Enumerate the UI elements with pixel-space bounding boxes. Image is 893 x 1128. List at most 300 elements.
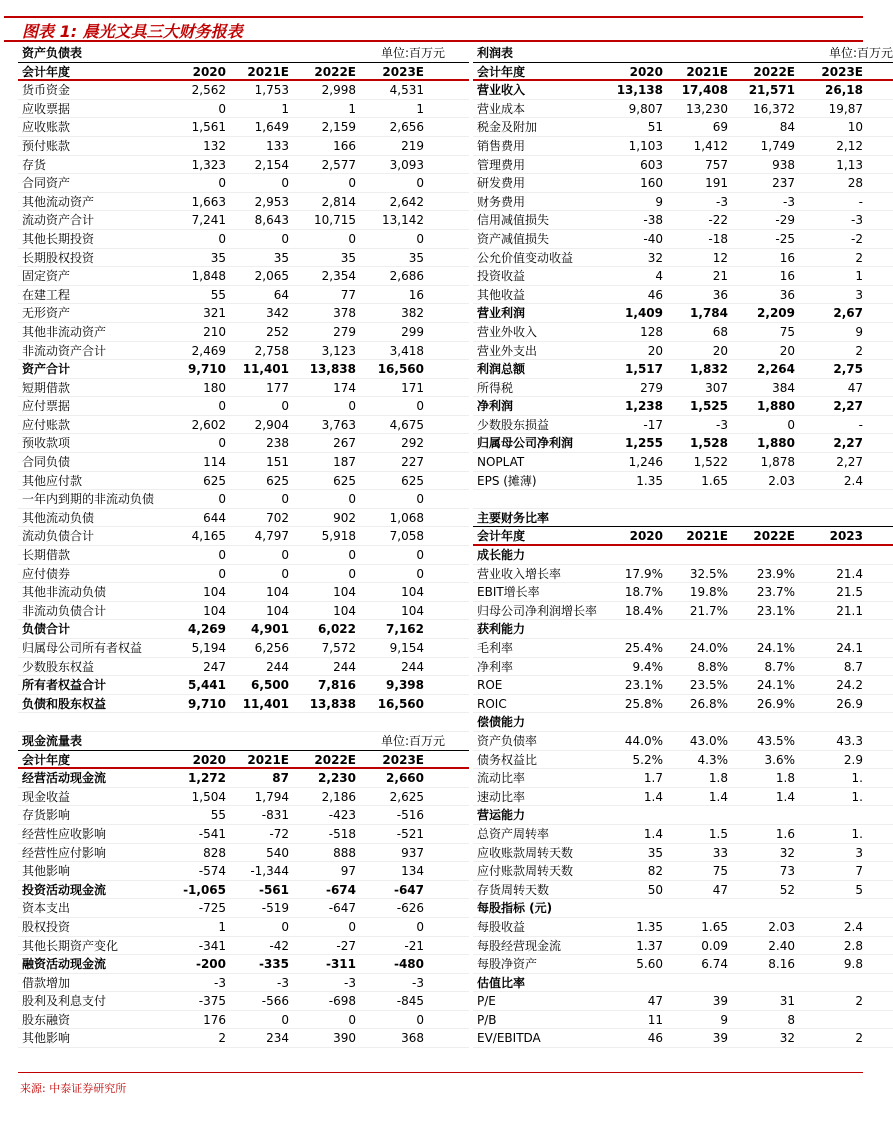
row-label: 营业成本 [477, 101, 526, 116]
cell-value: 244 [333, 659, 356, 674]
cell-value: 2.9 [843, 752, 863, 767]
cell-value: -831 [261, 808, 289, 823]
cell-value: 244 [266, 659, 289, 674]
cell-value: -516 [396, 808, 424, 823]
cell-value: 23.5% [689, 678, 728, 693]
cell-value: 24.0% [689, 641, 728, 655]
cell-value: 0 [218, 399, 226, 414]
table-row [473, 862, 893, 881]
table-row [473, 713, 893, 732]
cell-value: 267 [333, 436, 356, 451]
row-label: 非流动负债合计 [22, 603, 107, 618]
cell-value: -518 [328, 826, 356, 841]
cell-value: 0 [348, 566, 356, 581]
cell-value: 2,642 [389, 194, 424, 209]
cell-value: 2,12 [836, 138, 863, 153]
cell-value: 2 [855, 1031, 863, 1046]
cell-value: 9 [720, 1012, 728, 1027]
header-row [18, 63, 469, 82]
row-label: 其他流动资产 [22, 194, 95, 209]
left-panel [18, 44, 469, 1072]
cell-value: 43.0% [689, 733, 728, 748]
table-row [18, 137, 469, 156]
row-label: 成长能力 [477, 548, 526, 563]
row-label: 流动资产合计 [22, 213, 95, 228]
table-row [18, 602, 469, 621]
cell-value: 8.8% [697, 659, 728, 674]
row-label: EV/EBITDA [477, 1031, 541, 1046]
cell-value: 3,123 [321, 343, 356, 358]
cell-value: 2,065 [254, 269, 289, 284]
row-label: 其他长期资产变化 [22, 938, 119, 953]
cell-value: 1,663 [191, 194, 226, 209]
cell-value: 702 [266, 510, 289, 525]
table-row [473, 81, 893, 100]
row-label: ROIC [477, 696, 507, 711]
row-label: 资本支出 [22, 901, 71, 916]
cell-value: 2.4 [843, 919, 863, 934]
row-label: 利润表 [477, 46, 514, 60]
table-row [473, 732, 893, 751]
cell-value: 13,138 [616, 83, 663, 98]
cell-value: 937 [401, 845, 424, 860]
table-row [18, 546, 469, 565]
cell-value: 9,398 [386, 678, 424, 693]
header-row [18, 751, 469, 770]
table-row [473, 100, 893, 119]
row-label: 应收票据 [22, 101, 71, 116]
row-label: 净利润 [477, 399, 514, 414]
cell-value: 2,562 [191, 83, 226, 98]
cell-value: 1.4 [775, 789, 795, 804]
cell-value: 1,528 [690, 436, 728, 451]
table-row [473, 286, 893, 305]
cell-value: 2,154 [254, 157, 289, 172]
cell-value: 0 [281, 399, 289, 414]
cell-value: 1.8 [708, 771, 728, 786]
row-label: 固定资产 [22, 269, 71, 284]
row-label: 应付票据 [22, 399, 71, 414]
cell-value: 25.4% [624, 641, 663, 655]
table-row [473, 156, 893, 175]
cell-value: 219 [401, 138, 424, 153]
table-row [473, 472, 893, 491]
cell-value: -561 [258, 882, 289, 897]
cell-value: -18 [708, 231, 728, 246]
cell-value: 4,901 [251, 622, 289, 637]
cell-value: 24.1% [756, 678, 795, 693]
cell-value: 0 [416, 176, 424, 191]
cell-value: 9 [655, 194, 663, 209]
cell-value: 11,401 [242, 362, 289, 377]
cell-value: 1 [855, 269, 863, 284]
cell-value: 1.37 [636, 938, 663, 953]
cell-value: 68 [712, 324, 728, 339]
cell-value: - [858, 194, 863, 209]
row-label: 其他应付款 [22, 473, 83, 488]
cell-value: 160 [640, 176, 663, 191]
cell-value: 2,27 [833, 399, 863, 414]
table-row [473, 992, 893, 1011]
cell-value: 279 [333, 324, 356, 339]
cell-value: -725 [198, 901, 226, 916]
table-row [18, 397, 469, 416]
cell-value: 2020 [629, 529, 663, 544]
cell-value: 6,022 [318, 622, 356, 637]
row-label: 其他长期投资 [22, 231, 95, 246]
cell-value: 6.74 [701, 957, 728, 972]
cell-value: -341 [198, 938, 226, 953]
cell-value: 2 [218, 1031, 226, 1046]
cell-value: 104 [203, 585, 226, 600]
cell-value: 0 [348, 176, 356, 191]
cell-value: 2021E [686, 64, 728, 79]
table-title-row [473, 509, 893, 528]
unit-label: 单位:百万元 [828, 46, 893, 60]
cell-value: 2020 [629, 64, 663, 79]
cell-value: 0 [218, 436, 226, 451]
cell-value: 21.5 [836, 585, 863, 600]
cell-value: 7,816 [318, 678, 356, 693]
row-label: 偿债能力 [477, 715, 526, 730]
cell-value: 26.9% [756, 696, 795, 711]
cell-value: 1,649 [254, 120, 289, 135]
cell-value: 0 [787, 417, 795, 432]
cell-value: - [858, 417, 863, 432]
table-row [18, 955, 469, 974]
cell-value: 1,409 [625, 306, 663, 321]
row-label: 长期借款 [22, 548, 71, 563]
cell-value: 625 [401, 473, 424, 488]
cell-value: 2,625 [389, 789, 424, 804]
row-label: 会计年度 [22, 752, 71, 767]
table-row [18, 620, 469, 639]
cell-value: 21.4 [836, 566, 863, 581]
cell-value: 307 [705, 380, 728, 395]
cell-value: 4,531 [389, 83, 424, 98]
cell-value: 1,753 [254, 83, 289, 98]
cell-value: 625 [203, 473, 226, 488]
table-row [18, 583, 469, 602]
cell-value: 2021E [686, 529, 728, 544]
cell-value: 1.65 [701, 473, 728, 488]
cell-value: 97 [340, 864, 356, 879]
cell-value: 1,522 [693, 455, 728, 470]
cell-value: 44.0% [624, 733, 663, 748]
table-row [473, 788, 893, 807]
table-row [18, 937, 469, 956]
cell-value: 938 [772, 157, 795, 172]
row-label: 借款增加 [22, 975, 71, 990]
cell-value: 828 [203, 845, 226, 860]
row-label: 存货影响 [22, 808, 71, 823]
cell-value: 2,27 [833, 436, 863, 451]
spacer-row [473, 490, 893, 509]
cell-value: 603 [640, 157, 663, 172]
row-label: 存货 [22, 157, 47, 172]
table-row [473, 565, 893, 584]
cell-value: 47 [647, 994, 663, 1009]
table-row [473, 342, 893, 361]
cell-value: 7,572 [321, 641, 356, 655]
cell-value: 0 [218, 101, 226, 116]
table-row [473, 174, 893, 193]
cell-value: -674 [325, 882, 356, 897]
cell-value: 1,784 [690, 306, 728, 321]
cell-value: 2,998 [321, 83, 356, 98]
cell-value: 36 [712, 287, 728, 302]
cell-value: 644 [203, 510, 226, 525]
row-label: 营业利润 [477, 306, 526, 321]
cell-value: 292 [401, 436, 424, 451]
cell-value: 0 [348, 231, 356, 246]
cell-value: -3 [214, 975, 226, 990]
table-row [18, 899, 469, 918]
cell-value: 20 [647, 343, 663, 358]
cell-value: 2.8 [843, 938, 863, 953]
cell-value: 0 [281, 176, 289, 191]
row-label: 短期借款 [22, 380, 71, 395]
cell-value: 540 [266, 845, 289, 860]
cell-value: 18.4% [624, 603, 663, 618]
row-label: 其他收益 [477, 287, 526, 302]
table-row [18, 1011, 469, 1030]
cell-value: -21 [404, 938, 424, 953]
row-label: 投资收益 [477, 269, 526, 284]
cell-value: -566 [261, 994, 289, 1009]
cell-value: 5.2% [632, 752, 663, 767]
cell-value: 35 [647, 845, 663, 860]
table-row [18, 676, 469, 695]
cell-value: 3,093 [389, 157, 424, 172]
cell-value: 1.35 [636, 473, 663, 488]
cell-value: 47 [712, 882, 728, 897]
table-row [18, 193, 469, 212]
row-label: 每股净资产 [477, 957, 538, 972]
row-label: 债务权益比 [477, 752, 538, 767]
cell-value: 1,878 [760, 455, 795, 470]
table-row [18, 565, 469, 584]
cell-value: 7 [855, 864, 863, 879]
cell-value: 1.65 [701, 919, 728, 934]
cell-value: 1.8 [775, 771, 795, 786]
cell-value: 16 [779, 250, 795, 265]
cell-value: 171 [401, 380, 424, 395]
cell-value: 2,469 [191, 343, 226, 358]
table-row [473, 899, 893, 918]
table-row [18, 434, 469, 453]
cell-value: -647 [328, 901, 356, 916]
cell-value: 43.5% [756, 733, 795, 748]
table-row [18, 230, 469, 249]
cell-value: -375 [198, 994, 226, 1009]
cell-value: 2,27 [836, 455, 863, 470]
cell-value: 132 [203, 138, 226, 153]
row-label: 应付账款 [22, 417, 71, 432]
cell-value: 2,758 [254, 343, 289, 358]
table-row [18, 527, 469, 546]
table-row [473, 881, 893, 900]
cell-value: 1. [851, 826, 863, 841]
cell-value: -42 [269, 938, 289, 953]
cell-value: 321 [203, 306, 226, 321]
cell-value: 23.7% [756, 585, 795, 600]
row-label: 存货周转天数 [477, 882, 550, 897]
table-row [18, 862, 469, 881]
figure-title: 图表 1: 晨光文具三大财务报表 [22, 22, 243, 41]
table-row [18, 472, 469, 491]
table-row [18, 267, 469, 286]
table-row [18, 695, 469, 714]
row-label: 流动负债合计 [22, 529, 95, 544]
row-label: ROE [477, 678, 503, 693]
cell-value: 3 [855, 287, 863, 302]
cell-value: 0 [281, 1012, 289, 1027]
source-note: 来源: 中泰证券研究所 [20, 1082, 127, 1095]
table-row [18, 881, 469, 900]
cell-value: -25 [775, 231, 795, 246]
table-row [18, 509, 469, 528]
cell-value: 7,162 [386, 622, 424, 637]
cell-value: -3 [851, 213, 863, 228]
cell-value: 20 [779, 343, 795, 358]
cell-value: 6,256 [254, 641, 289, 655]
cell-value: 35 [340, 250, 356, 265]
cell-value: 1,255 [625, 436, 663, 451]
cell-value: 21 [712, 269, 728, 284]
cell-value: -17 [643, 417, 663, 432]
cell-value: 2.4 [843, 473, 863, 488]
cell-value: -3 [277, 975, 289, 990]
cell-value: 47 [847, 380, 863, 395]
cell-value: 1,525 [690, 399, 728, 414]
cell-value: 2,264 [757, 362, 795, 377]
cell-value: 0 [416, 548, 424, 563]
cell-value: 888 [333, 845, 356, 860]
cell-value: 5,918 [321, 529, 356, 544]
cell-value: 77 [340, 287, 356, 302]
table-row [18, 360, 469, 379]
cell-value: 1,880 [757, 436, 795, 451]
cell-value: 8.16 [768, 957, 795, 972]
table-row [473, 118, 893, 137]
table-row [473, 360, 893, 379]
cell-value: -626 [396, 901, 424, 916]
table-row [473, 658, 893, 677]
cell-value: 5 [855, 882, 863, 897]
row-label: 非流动资产合计 [22, 343, 107, 358]
table-row [473, 937, 893, 956]
row-label: 速动比率 [477, 789, 526, 804]
cell-value: 0 [218, 492, 226, 507]
cell-value: 384 [772, 380, 795, 395]
cell-value: 8 [787, 1012, 795, 1027]
cell-value: 55 [210, 287, 226, 302]
cell-value: 16,372 [753, 101, 795, 116]
cell-value: 9.8 [843, 957, 863, 972]
table-row [473, 974, 893, 993]
table-row [18, 249, 469, 268]
cell-value: -521 [396, 826, 424, 841]
table-row [473, 751, 893, 770]
cell-value: 134 [401, 864, 424, 879]
cell-value: 16 [408, 287, 424, 302]
bottom-rule [18, 1072, 863, 1073]
table-row [18, 806, 469, 825]
row-label: 少数股东损益 [477, 417, 550, 432]
row-label: 无形资产 [22, 306, 71, 321]
cell-value: -647 [393, 882, 424, 897]
cell-value: 9,154 [389, 641, 424, 655]
row-label: 货币资金 [22, 83, 71, 98]
cell-value: 2020 [192, 64, 226, 79]
cell-value: 39 [712, 1031, 728, 1046]
cell-value: 1.5 [708, 826, 728, 841]
cell-value: 234 [266, 1031, 289, 1046]
cell-value: 21.7% [689, 603, 728, 618]
cell-value: 26.8% [689, 696, 728, 711]
cell-value: 21,571 [748, 83, 795, 98]
row-label: EBIT增长率 [477, 585, 540, 600]
cell-value: 2,75 [833, 362, 863, 377]
table-row [473, 230, 893, 249]
table-row [473, 249, 893, 268]
cell-value: 2,186 [321, 789, 356, 804]
cell-value: 5.60 [636, 957, 663, 972]
cell-value: 180 [203, 380, 226, 395]
row-label: 营业收入 [477, 83, 526, 98]
cell-value: 0 [281, 566, 289, 581]
table-row [473, 602, 893, 621]
cell-value: 1,323 [191, 157, 226, 172]
cell-value: 1,880 [757, 399, 795, 414]
cell-value: 244 [401, 659, 424, 674]
cell-value: 2022E [753, 64, 795, 79]
cell-value: 133 [266, 138, 289, 153]
row-label: 毛利率 [477, 641, 514, 655]
row-label: 归母公司净利润增长率 [477, 603, 598, 618]
cell-value: 32 [647, 250, 663, 265]
cell-value: 39 [712, 994, 728, 1009]
row-label: 净利率 [477, 659, 514, 674]
table-row [473, 137, 893, 156]
row-label: 资产负债率 [477, 733, 538, 748]
table-row [18, 81, 469, 100]
cell-value: 2023E [382, 752, 424, 767]
cell-value: 2.40 [768, 938, 795, 953]
row-label: 投资活动现金流 [22, 882, 107, 897]
unit-label: 单位:百万元 [380, 733, 445, 748]
cell-value: 237 [772, 176, 795, 191]
cell-value: 11,401 [242, 696, 289, 711]
cell-value: 1. [851, 789, 863, 804]
cell-value: -2 [851, 231, 863, 246]
cell-value: 52 [779, 882, 795, 897]
row-label: 长期股权投资 [22, 250, 95, 265]
cell-value: 177 [266, 380, 289, 395]
cell-value: 50 [647, 882, 663, 897]
row-label: 所得税 [477, 380, 514, 395]
cell-value: 247 [203, 659, 226, 674]
row-label: 应收账款 [22, 120, 71, 135]
row-label: 会计年度 [477, 529, 526, 544]
cell-value: 10,715 [314, 213, 356, 228]
cell-value: 2,656 [389, 120, 424, 135]
cell-value: 104 [266, 585, 289, 600]
cell-value: 16,560 [377, 362, 424, 377]
cell-value: 9,807 [628, 101, 663, 116]
cell-value: 3.6% [764, 752, 795, 767]
